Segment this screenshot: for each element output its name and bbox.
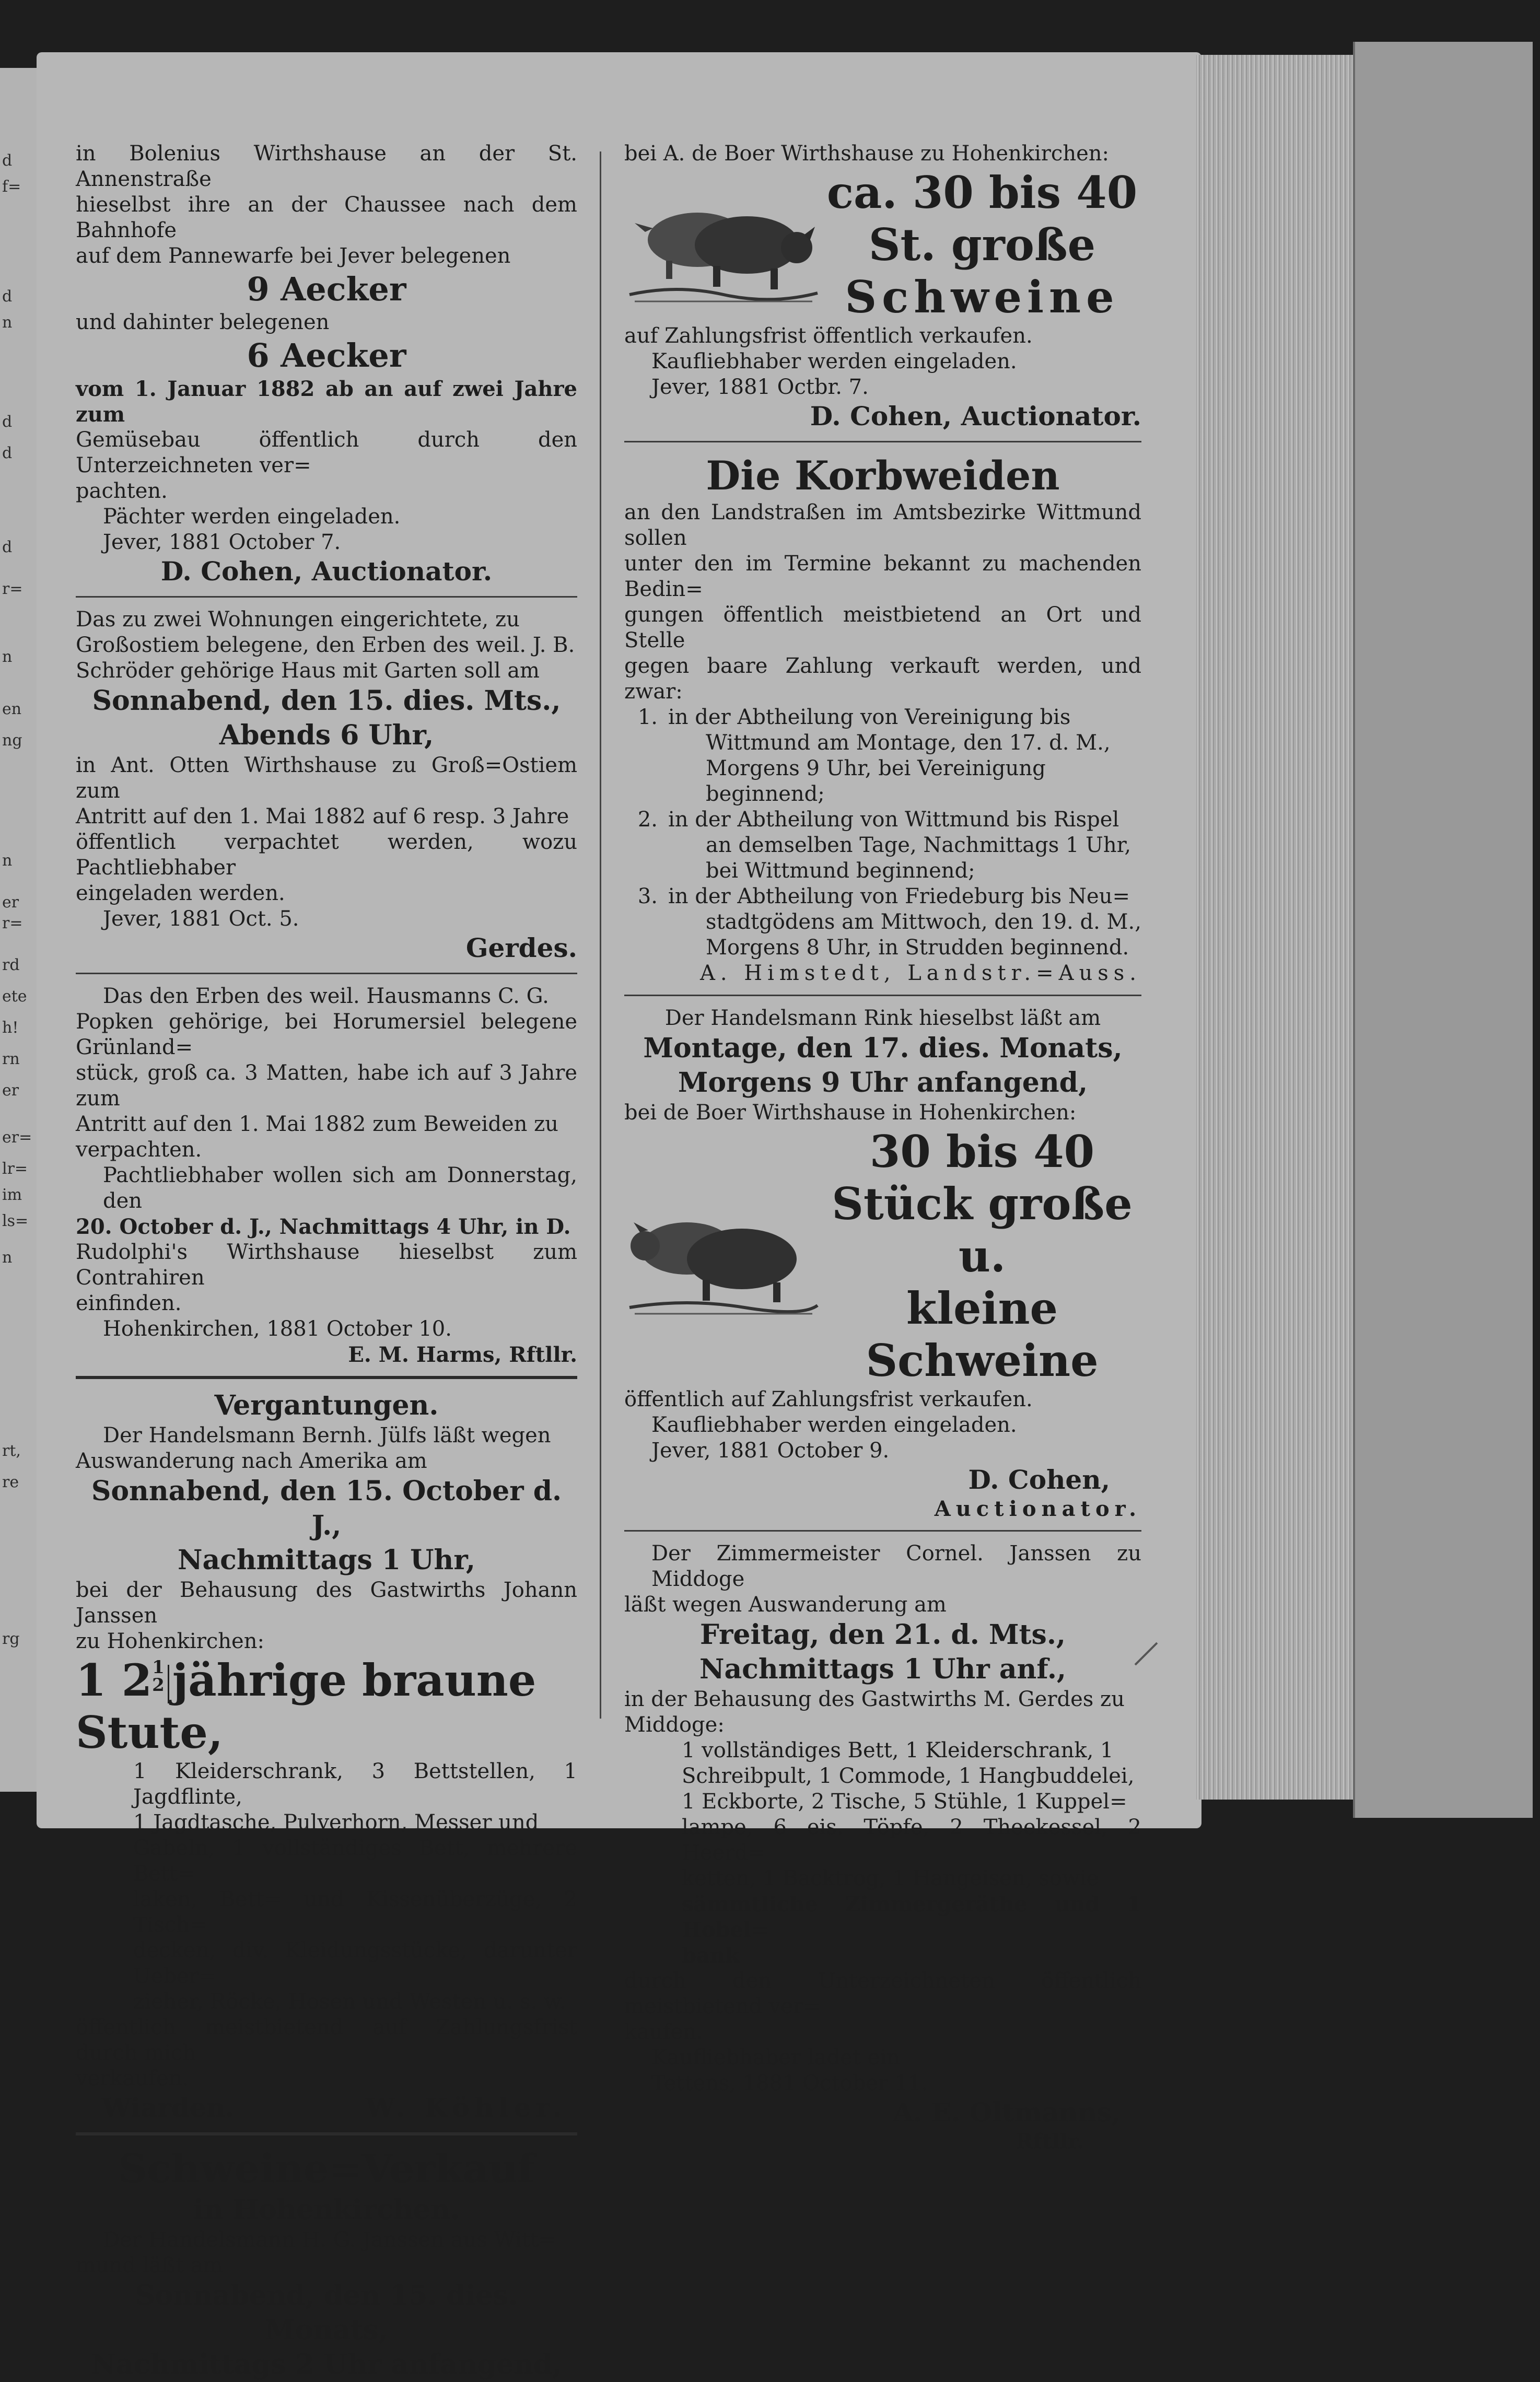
ad-house-lease: [76, 607, 577, 964]
signature: W. Köhler.: [365, 2092, 567, 2123]
item-line: Schreibpult, 1 Commode, 1 Hangbuddelei,: [682, 1764, 1135, 1788]
headline: Morgens 9 Uhr anfangend,: [678, 1067, 1088, 1099]
headline: Nachmittags 2 Uhr anfangend,: [91, 2349, 562, 2380]
text-line: in Ant. Otten Wirthshause zu Groß=Ostiem zum: [76, 753, 577, 803]
list-item: [624, 884, 1141, 909]
margin-fragment: h!: [2, 1019, 19, 1037]
ad-divider: [624, 995, 1141, 996]
text-line: pachten.: [76, 479, 168, 503]
signature: A. E. Oltmanns,: [893, 2097, 1121, 2128]
text-line: Schröder gehörige Haus mit Garten soll am: [76, 659, 540, 683]
pig-illustration-icon: [624, 1194, 823, 1319]
ad-divider: [76, 2132, 577, 2135]
margin-fragment: r=: [2, 580, 23, 598]
headline: Stück große u.: [832, 1178, 1133, 1282]
text-line: verpachten.: [76, 1138, 202, 1162]
book-page-edges: [1196, 55, 1353, 1800]
text-line: in Bolenius Wirthshause an der St. Annenstraße: [76, 142, 577, 191]
text-line: Antritt auf den 1. Mai 1882 zum Beweiden zu: [76, 1112, 558, 1136]
section-title: Die Korbweiden: [706, 452, 1060, 499]
text-line: in der Behausung des Gastwirths M. Gerdes zu: [624, 1687, 1125, 1711]
text-line: bei de Boer Wirthshause in Hohenkirchen:: [624, 1101, 1077, 1125]
item-text: an demselben Tage, Nachmittags 1 Uhr,: [706, 833, 1131, 857]
item-number: 2.: [637, 808, 658, 832]
item-line: ketten, 1 Backtrog, 1 Hangeisen, sowie: [682, 1866, 1099, 1890]
pig-block: [624, 1126, 1141, 1387]
fraction-bar: [168, 1665, 169, 1703]
fraction-denominator: 2: [152, 1675, 165, 1696]
text-line: zu Hohenkirchen:: [76, 1629, 264, 1653]
text-line: Auswanderung nach Amerika am: [76, 1449, 427, 1473]
margin-fragment: d: [2, 151, 13, 170]
item-line: decken, div. Kleidungsstücke, darunter Ueber=: [133, 1939, 577, 1988]
text-line: Middoge:: [624, 1713, 725, 1737]
text-line: Der Handelsmann H. G. Janssen aus Witt=: [103, 2228, 556, 2252]
text-line: läßt wegen Auswanderung am: [624, 1593, 947, 1617]
headline: Sonnabend, den 15. October d. J.,: [91, 1475, 562, 1542]
ad-acker-lease: [76, 141, 577, 588]
section-title: Vergantungen.: [214, 1390, 439, 1421]
margin-fragment: er: [2, 1081, 19, 1100]
margin-fragment: n: [2, 1248, 13, 1267]
headline: Montage, den 17. dies. Monats,: [643, 1032, 1123, 1064]
signature-title: Rftllr.: [1016, 2129, 1084, 2154]
headline-part: jährige braune Stute,: [76, 1654, 536, 1758]
item-line: bank: [682, 1943, 740, 1968]
margin-fragment: er=: [2, 1128, 32, 1147]
margin-fragment: lr=: [2, 1160, 28, 1178]
subtitle: in Hohenkirchen.: [193, 2194, 460, 2226]
text-line: unter den im Termine bekannt zu machenden Bedin=: [624, 552, 1141, 601]
signature: A. Himstedt, Landstr.=Auss.: [699, 961, 1141, 985]
date-line: Tettens, 1881 October 11.: [651, 2071, 928, 2095]
fraction: [152, 1659, 165, 1694]
margin-fragment: rd: [2, 956, 20, 974]
list-item: [624, 705, 1141, 730]
item-line: 1 Jagdtasche, Pulverhorn, Messer und: [133, 1811, 539, 1835]
text-line: Großostiem belegene, den Erben des weil. J. B.: [76, 633, 575, 657]
signature-row: [76, 2092, 577, 2124]
item-number: 3.: [637, 884, 658, 908]
headline-mare: [76, 1654, 577, 1759]
item-text: Morgens 9 Uhr, bei Vereinigung beginnend;: [706, 756, 1046, 806]
item-line: sämmtliche Zimmergeräthe und 1 Hobel=: [682, 1892, 1141, 1942]
margin-fragment: f=: [2, 178, 21, 196]
signature-title: Auctionator.: [934, 1497, 1141, 1521]
fraction-numerator: 1: [152, 1657, 165, 1678]
margin-fragment: rn: [2, 1050, 20, 1068]
ad-divider: [624, 1530, 1141, 1532]
text-line: 20. October d. J., Nachmittags 4 Uhr, in D.: [76, 1215, 571, 1239]
ad-divider: [624, 441, 1141, 442]
text-line: vom 1. Januar 1882 ab an auf zwei Jahre zum: [76, 377, 577, 427]
text-line: stück, groß ca. 3 Matten, habe ich auf 3 Jahre zum: [76, 1061, 577, 1111]
place-name: Wiarden.: [102, 2092, 235, 2123]
text-line: eingeladen werden.: [76, 881, 285, 905]
text-line: mund läßt am: [76, 2253, 223, 2278]
text-line: Der Handelsmann Rink hieselbst läßt am: [664, 1006, 1101, 1030]
text-line: Kaufliebhaber ladet ein: [651, 2046, 900, 2070]
text-line: hieselbst ihre an der Chaussee nach dem Bahnhofe: [76, 193, 577, 242]
text-line: Pächter werden eingeladen.: [103, 505, 401, 529]
item-text: stadtgödens am Mittwoch, den 19. d. M.,: [706, 910, 1141, 934]
item-text: in der Abtheilung von Vereinigung bis: [668, 705, 1071, 729]
ad-pig-sale-continued: [624, 141, 1141, 433]
signature: D. Cohen,: [968, 1464, 1110, 1495]
margin-fragment: ete: [2, 987, 27, 1006]
headline: Nachmittags 1 Uhr,: [177, 1544, 476, 1576]
text-line: Das den Erben des weil. Hausmanns C. G.: [103, 984, 549, 1008]
signature: E. M. Harms, Rftllr.: [348, 1342, 577, 1367]
text-line: Gemüsebau öffentlich durch den Unterzeichneten ver=: [76, 428, 577, 477]
headline: 30 bis 40: [869, 1126, 1095, 1177]
ad-vergantungen: [76, 1388, 577, 2124]
margin-fragment: n: [2, 851, 13, 870]
margin-fragment: en: [2, 700, 22, 718]
item-number: 1.: [637, 705, 658, 729]
margin-fragment: re: [2, 1473, 19, 1491]
text-line: Antritt auf den 1. Mai 1882 auf 6 resp. 3 Jahre: [76, 804, 569, 828]
text-line: und dahinter belegenen: [76, 310, 330, 334]
text-line: einfinden.: [76, 1291, 182, 1315]
signature: D. Cohen, Auctionator.: [160, 556, 493, 587]
margin-fragment: ls=: [2, 1212, 29, 1230]
text-line: gegen baare Zahlung verkauft werden, und zwar:: [624, 654, 1141, 704]
headline: Abends 6 Uhr,: [219, 719, 434, 751]
item-line: 1 Kleiderschrank, 3 Bettstellen, 1 Jagdflinte,: [133, 1759, 577, 1809]
margin-fragment: rg: [2, 1630, 20, 1648]
margin-fragment: im: [2, 1186, 22, 1204]
headline: ca. 30 bis 40: [826, 167, 1138, 218]
ad-grassland-lease: [76, 984, 577, 1368]
text-line: Kaufliebhaber werden eingeladen.: [651, 349, 1017, 373]
ad-pig-sale: [76, 2145, 577, 2382]
headline: Freitag, den 21. d. Mts.,: [699, 1619, 1066, 1651]
text-line: Das zu zwei Wohnungen eingerichtete, zu: [76, 608, 520, 632]
margin-fragment: rt,: [2, 1442, 21, 1460]
text-line: verkaufen.: [76, 2066, 189, 2091]
margin-fragment: r=: [2, 914, 23, 932]
date-line: Jever, 1881 Oct. 5.: [103, 907, 299, 931]
text-line: auf Zahlungsfrist öffentlich verkaufen.: [624, 324, 1033, 348]
headline: Schweine: [845, 271, 1119, 323]
text-line: gungen öffentlich meistbietend an Ort und Stelle: [624, 603, 1141, 652]
book-cover-board: [1353, 42, 1533, 1818]
ad-divider: [76, 973, 577, 974]
headline: kleine Schweine: [866, 1282, 1099, 1386]
pig-illustration-icon: [624, 182, 823, 308]
section-title: Schweine=Verkauf: [118, 2145, 535, 2192]
text-line: Kaufliebhaber werden eingeladen.: [651, 1413, 1017, 1437]
list-item: [624, 807, 1141, 833]
item-text: Wittmund am Montage, den 17. d. M.,: [706, 731, 1111, 755]
headline-part: 1 2: [76, 1654, 153, 1706]
date-line: Jever, 1881 October 7.: [103, 530, 341, 554]
text-line: öffentlich verpachtet werden, wozu Pachtliebhaber: [76, 830, 577, 880]
pig-headlines: [823, 1126, 1141, 1387]
margin-fragment: n: [2, 313, 13, 332]
item-line: 1 Eckborte, 2 Tische, 5 Stühle, 1 Kuppel=: [682, 1790, 1127, 1814]
item-line: zieher, Röcke, Hosen und Westen u. s. w.: [133, 1990, 566, 2014]
margin-fragment: d: [2, 444, 13, 462]
ad-rink-pigs: [624, 1006, 1141, 1522]
item-text: in der Abtheilung von Wittmund bis Rispel: [668, 808, 1119, 832]
text-line: öffentlich auf Zahlungsfrist verkaufen.: [624, 1387, 1033, 1411]
text-line: auf dem Pannewarfe bei Jever belegenen: [76, 244, 511, 268]
margin-fragment: er: [2, 893, 19, 912]
item-line: laken, Bett= und Kissenüberzüge, 2 Tisch=: [133, 1887, 577, 1937]
signature: Gerdes.: [465, 932, 577, 963]
column-divider: [600, 151, 601, 1719]
headline: St. große: [868, 219, 1096, 271]
date-line: Jever, 1881 October 9.: [651, 1439, 890, 1463]
text-line: Popken gehörige, bei Horumersiel belegene Grünland=: [76, 1010, 577, 1059]
item-line: Gabeln, 1 vollständiges Bett, mehrere Bett=: [133, 1836, 577, 1886]
date-line: Jever, 1881 Octbr. 7.: [651, 375, 869, 399]
ad-middoge-auction: [624, 1541, 1141, 2154]
margin-fragment: ng: [2, 731, 22, 750]
section-list: [624, 705, 1141, 961]
text-line: an den Landstraßen im Amtsbezirke Wittmund sollen: [624, 500, 1141, 550]
ad-divider: [76, 596, 577, 598]
headline: Sonnabend, den 15. dies. Mts.,: [92, 685, 561, 717]
text-line: durch den Unterzeichneten öffentlich meistbietend ver=: [624, 1969, 1141, 2018]
left-column: [76, 141, 577, 2382]
text-line: Pachtliebhaber wollen sich am Donnerstag, den: [103, 1163, 577, 1213]
signature: D. Cohen, Auctionator.: [810, 401, 1141, 431]
margin-fragment: d: [2, 287, 13, 306]
item-text: in der Abtheilung von Friedeburg bis Neu=: [668, 884, 1130, 908]
headline: 6 Aecker: [247, 336, 406, 375]
text-line: Rudolphi's Wirthshause hieselbst zum Contrahiren: [76, 1240, 577, 1290]
item-text: Morgens 8 Uhr, in Strudden beginnend.: [706, 936, 1129, 960]
pig-headlines: [823, 167, 1141, 323]
text-line: kaufen.: [624, 2020, 703, 2044]
item-line: lampe, 6 eis. Töpfe, 2 Theekessel, 2 Heerd=: [682, 1815, 1141, 1865]
text-line: Der Zimmermeister Cornel. Janssen zu Middoge: [651, 1542, 1141, 1591]
margin-fragment: d: [2, 538, 13, 556]
text-line: Der Handelsmann Bernh. Jülfs läßt wegen: [103, 1423, 551, 1447]
headline: Nachmittags 1 Uhr anf.,: [699, 1653, 1067, 1685]
text-line: öffentlich meistbietend auf Zahlungsfrist durch mich: [76, 2015, 577, 2065]
pig-block: [624, 167, 1141, 323]
headline: Sonnabend, den 15. dies. Monats,: [135, 2280, 518, 2346]
date-line: Hohenkirchen, 1881 October 10.: [103, 1317, 452, 1341]
headline: 9 Aecker: [247, 270, 406, 308]
right-column: [624, 141, 1141, 2154]
margin-fragment: d: [2, 413, 13, 431]
margin-fragment: n: [2, 648, 13, 666]
ad-korbweiden: [624, 452, 1141, 986]
item-text: bei Wittmund beginnend;: [706, 859, 975, 883]
item-line: 1 vollständiges Bett, 1 Kleiderschrank, 1: [682, 1738, 1114, 1762]
text-line: bei A. de Boer Wirthshause zu Hohenkirchen:: [624, 142, 1109, 166]
pencil-mark-icon: [1131, 1638, 1162, 1669]
ad-divider: [76, 1376, 577, 1379]
previous-page-edge: [0, 68, 37, 1792]
text-line: bei der Behausung des Gastwirths Johann Janssen: [76, 1578, 577, 1628]
